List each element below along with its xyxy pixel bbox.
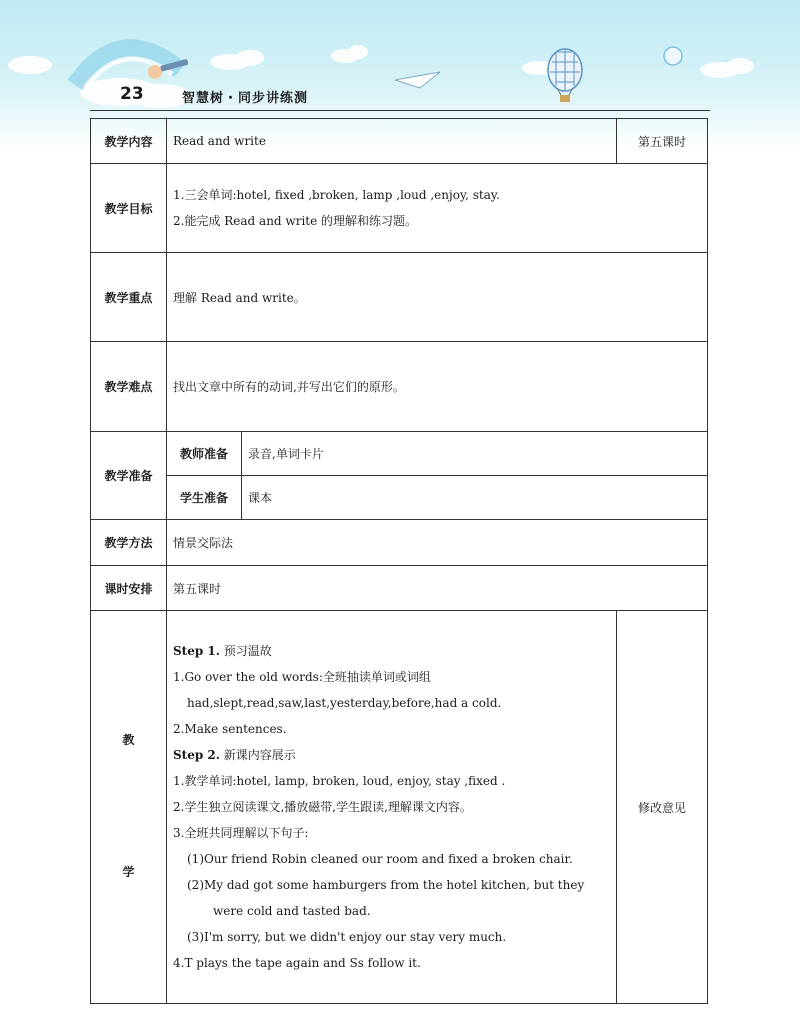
focus-label: 教学重点 — [91, 253, 167, 342]
row-prep-student — [91, 476, 708, 520]
series-title: 智慧树・同步讲练测 — [182, 91, 309, 106]
schedule-label: 课时安排 — [91, 566, 167, 611]
row-focus — [91, 253, 708, 342]
revision-notes-cell — [617, 611, 708, 1004]
student-prep-label: 学生准备 — [167, 476, 242, 520]
teaching-body — [167, 611, 617, 1004]
step2-line-3: 3.全班共同理解以下句子: — [173, 826, 309, 840]
lesson-number: 第五课时 — [617, 119, 708, 164]
sentence-2: (2)My dad got some hamburgers from the hotel kitchen, but they — [187, 878, 585, 892]
goals-label: 教学目标 — [91, 164, 167, 253]
schedule-value: 第五课时 — [167, 566, 708, 611]
step1-line-3: 2.Make sentences. — [173, 722, 287, 736]
page-number: 23 — [120, 84, 144, 104]
prep-label: 教学准备 — [91, 432, 167, 520]
difficulty-label: 教学难点 — [91, 342, 167, 432]
method-value: 情景交际法 — [167, 520, 708, 566]
header-divider — [90, 110, 710, 111]
step2-line-1: 1.教学单词:hotel, lamp, broken, loud, enjoy, stay ,fixed . — [173, 774, 506, 788]
step2-line-2: 2.学生独立阅读课文,播放磁带,学生跟读,理解课文内容。 — [173, 800, 472, 814]
step1-heading — [173, 638, 610, 664]
row-content — [91, 119, 708, 164]
content-label: 教学内容 — [91, 119, 167, 164]
teacher-prep-value: 录音,单词卡片 — [242, 432, 708, 476]
step2-subtitle: 新课内容展示 — [223, 748, 296, 762]
row-prep-teacher — [91, 432, 708, 476]
teacher-prep-label: 教师准备 — [167, 432, 242, 476]
step2-line-4: 4.T plays the tape again and Ss follow it. — [173, 956, 421, 970]
content-value: Read and write — [167, 119, 617, 164]
sentence-3: (3)I'm sorry, but we didn't enjoy our stay very much. — [187, 930, 507, 944]
teaching-label-top: 教 — [122, 733, 135, 747]
sentence-2-cont: were cold and tasted bad. — [213, 904, 371, 918]
teaching-label — [91, 611, 167, 1004]
step2-title: Step 2. — [173, 748, 220, 762]
step1-line-1: 1.Go over the old words:全班抽读单词或词组 — [173, 670, 431, 684]
lesson-plan-table — [90, 118, 708, 1004]
focus-value: 理解 Read and write。 — [167, 253, 708, 342]
row-teaching — [91, 611, 708, 1004]
row-method — [91, 520, 708, 566]
goal-line-1: 1.三会单词:hotel, fixed ,broken, lamp ,loud ,enjoy, stay. — [173, 188, 500, 202]
row-difficulty — [91, 342, 708, 432]
goal-line-2: 2.能完成 Read and write 的理解和练习题。 — [173, 214, 418, 228]
step1-subtitle: 预习温故 — [223, 644, 272, 658]
sentence-1: (1)Our friend Robin cleaned our room and fixed a broken chair. — [187, 852, 573, 866]
method-label: 教学方法 — [91, 520, 167, 566]
student-prep-value: 课本 — [242, 476, 708, 520]
revision-notes-label: 修改意见 — [637, 800, 686, 815]
row-schedule — [91, 566, 708, 611]
goals-cell — [167, 164, 708, 253]
step1-line-2: had,slept,read,saw,last,yesterday,before,had a cold. — [187, 696, 502, 710]
step1-title: Step 1. — [173, 644, 220, 658]
teaching-label-bottom: 学 — [122, 865, 135, 879]
row-goals — [91, 164, 708, 253]
step2-heading — [173, 742, 610, 768]
difficulty-value: 找出文章中所有的动词,并写出它们的原形。 — [167, 342, 708, 432]
